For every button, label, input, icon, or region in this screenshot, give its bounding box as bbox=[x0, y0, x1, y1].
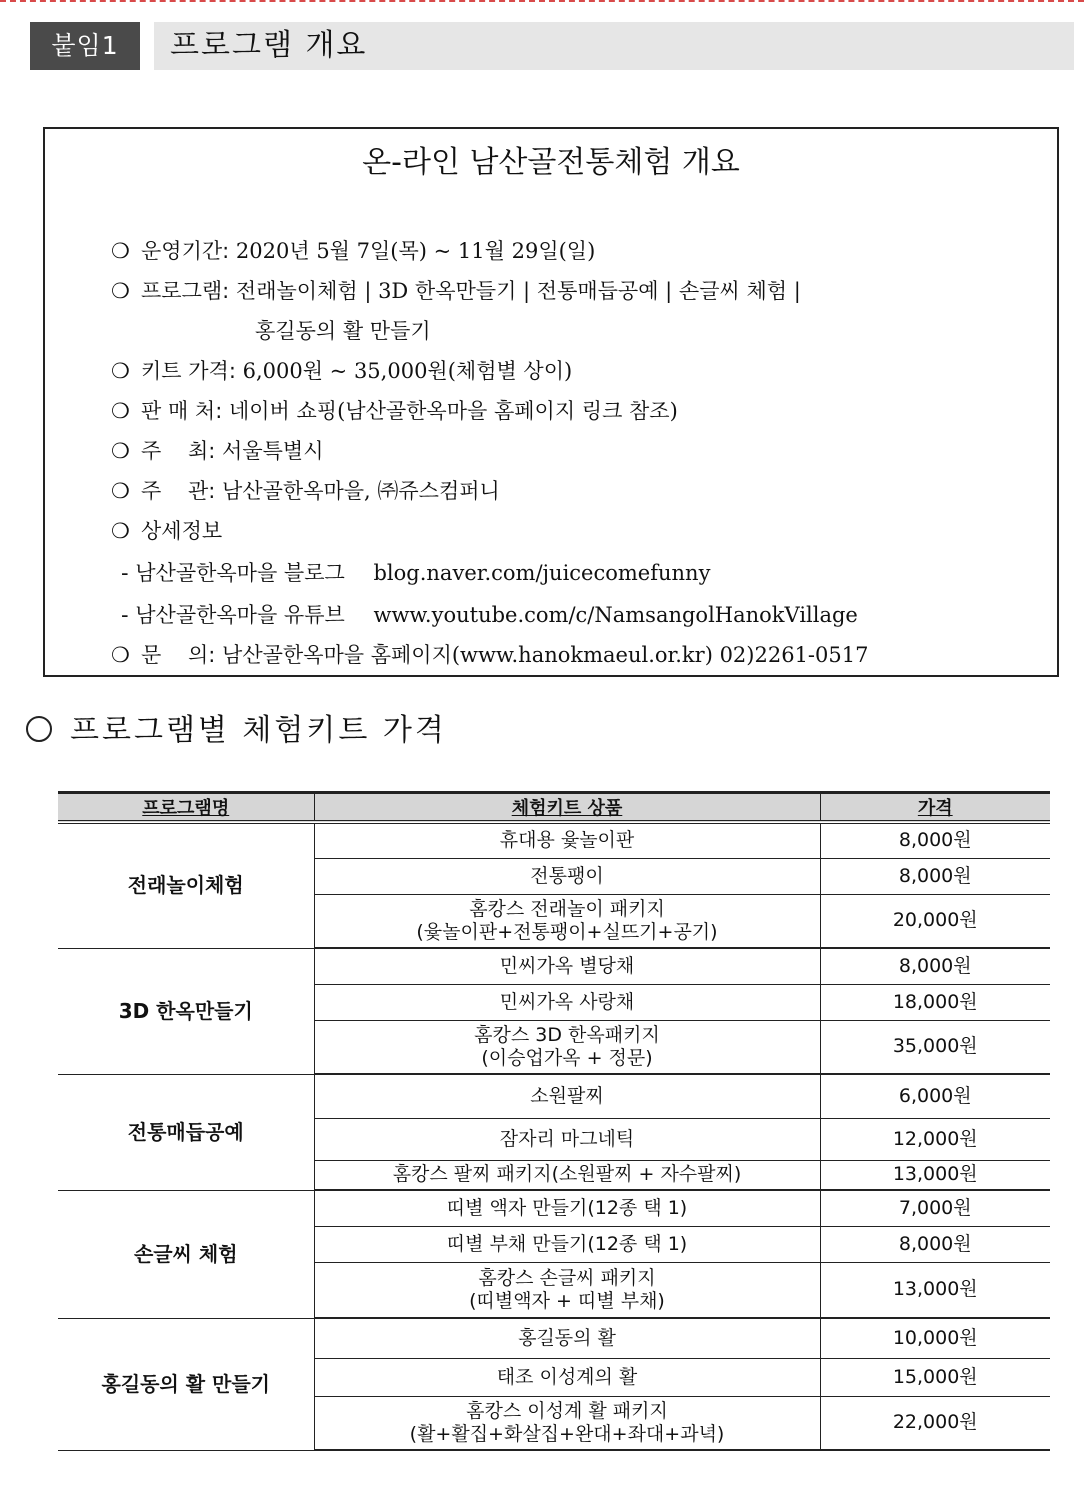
table-row bbox=[58, 948, 1050, 984]
product-price: 8,000원 bbox=[820, 948, 1050, 984]
circle-bullet-icon bbox=[26, 716, 52, 742]
top-dashed-divider bbox=[0, 0, 1084, 2]
summary-item-youtube bbox=[121, 599, 858, 629]
table-row bbox=[58, 1074, 1050, 1118]
product-name: 민씨가옥 별당채 bbox=[314, 948, 820, 984]
summary-item-period: ❍ 운영기간: 2020년 5월 7일(목) ~ 11월 29일(일) bbox=[111, 235, 595, 265]
product-name: 홈캉스 3D 한옥패키지 (이승업가옥 + 정문) bbox=[314, 1020, 820, 1074]
product-name: 홈캉스 손글씨 패키지 (띠별액자 + 띠별 부채) bbox=[314, 1262, 820, 1318]
summary-title: 온-라인 남산골전통체험 개요 bbox=[362, 145, 740, 180]
product-name: 홈캉스 전래놀이 패키지 (윷놀이판+전통팽이+실뜨기+공기) bbox=[314, 894, 820, 948]
product-price: 35,000원 bbox=[820, 1020, 1050, 1074]
summary-item-program: ❍ 프로그램: 전래놀이체험 | 3D 한옥만들기 | 전통매듭공예 | 손글씨 체험 | bbox=[111, 275, 801, 305]
product-price: 22,000원 bbox=[820, 1396, 1050, 1450]
program-summary-box bbox=[43, 127, 1059, 677]
product-name: 태조 이성계의 활 bbox=[314, 1358, 820, 1396]
product-name: 홈캉스 팔찌 패키지(소원팔찌 + 자수팔찌) bbox=[314, 1160, 820, 1190]
section-title: 프로그램별 체험키트 가격 bbox=[26, 705, 447, 749]
product-name: 띠별 액자 만들기(12종 택 1) bbox=[314, 1190, 820, 1226]
summary-label: - 남산골한옥마을 블로그 bbox=[121, 561, 345, 585]
blog-link[interactable]: blog.naver.com/juicecomefunny bbox=[373, 561, 711, 585]
summary-value: 2020년 5월 7일(목) ~ 11월 29일(일) bbox=[235, 239, 596, 263]
summary-label: 프로그램: bbox=[141, 279, 230, 303]
summary-label: 상세정보 bbox=[141, 519, 223, 543]
summary-item-blog bbox=[121, 557, 710, 587]
summary-item-price: ❍ 키트 가격: 6,000원 ~ 35,000원(체험별 상이) bbox=[111, 355, 572, 385]
summary-item-contact: ❍ 문 의: 남산골한옥마을 홈페이지(www.hanokmaeul.or.kr) 02)2261-0517 bbox=[111, 639, 868, 669]
product-price: 8,000원 bbox=[820, 1226, 1050, 1262]
summary-value: 전래놀이체험 | 3D 한옥만들기 | 전통매듭공예 | 손글씨 체험 | bbox=[235, 279, 801, 303]
summary-value: 남산골한옥마을 홈페이지(www.hanokmaeul.or.kr) 02)2261-0517 bbox=[222, 643, 869, 667]
product-name: 홍길동의 활 bbox=[314, 1318, 820, 1358]
summary-label: - 남산골한옥마을 유튜브 bbox=[121, 603, 345, 627]
col-header-product: 체험키트 상품 bbox=[314, 793, 820, 823]
summary-label: 주 관: bbox=[141, 479, 216, 503]
product-price: 6,000원 bbox=[820, 1074, 1050, 1118]
program-name: 3D 한옥만들기 bbox=[58, 948, 314, 1074]
summary-label: 주 최: bbox=[141, 439, 216, 463]
col-header-program: 프로그램명 bbox=[58, 793, 314, 823]
program-name: 전통매듭공예 bbox=[58, 1074, 314, 1190]
product-price: 18,000원 bbox=[820, 984, 1050, 1020]
youtube-link[interactable]: www.youtube.com/c/NamsangolHanokVillage bbox=[373, 603, 858, 627]
attachment-tag: 붙임1 bbox=[30, 22, 140, 70]
summary-value: 6,000원 ~ 35,000원(체험별 상이) bbox=[242, 359, 573, 383]
table-row bbox=[58, 1190, 1050, 1226]
summary-item-details: ❍ 상세정보 bbox=[111, 515, 222, 545]
product-price: 12,000원 bbox=[820, 1118, 1050, 1160]
program-name: 손글씨 체험 bbox=[58, 1190, 314, 1318]
product-price: 20,000원 bbox=[820, 894, 1050, 948]
product-name: 홈캉스 이성계 활 패키지 (활+활집+화살집+완대+좌대+과녁) bbox=[314, 1396, 820, 1450]
product-price: 13,000원 bbox=[820, 1262, 1050, 1318]
table-row bbox=[58, 1318, 1050, 1358]
summary-item-organizer: ❍ 주 관: 남산골한옥마을, ㈜쥬스컴퍼니 bbox=[111, 475, 500, 505]
program-name: 홍길동의 활 만들기 bbox=[58, 1318, 314, 1450]
program-name: 전래놀이체험 bbox=[58, 822, 314, 948]
product-price: 8,000원 bbox=[820, 858, 1050, 894]
summary-item-seller: ❍ 판 매 처: 네이버 쇼핑(남산골한옥마을 홈페이지 링크 참조) bbox=[111, 395, 678, 425]
page-title: 프로그램 개요 bbox=[154, 22, 1074, 70]
summary-value: 홍길동의 활 만들기 bbox=[255, 319, 431, 343]
summary-label: 키트 가격: bbox=[141, 359, 236, 383]
product-name: 전통팽이 bbox=[314, 858, 820, 894]
summary-label: 판 매 처: bbox=[141, 399, 223, 423]
product-name: 민씨가옥 사랑채 bbox=[314, 984, 820, 1020]
summary-value: 네이버 쇼핑(남산골한옥마을 홈페이지 링크 참조) bbox=[228, 399, 678, 423]
summary-item-host: ❍ 주 최: 서울특별시 bbox=[111, 435, 323, 465]
product-name: 잠자리 마그네틱 bbox=[314, 1118, 820, 1160]
product-price: 13,000원 bbox=[820, 1160, 1050, 1190]
summary-label: 문 의: bbox=[141, 643, 216, 667]
product-price: 7,000원 bbox=[820, 1190, 1050, 1226]
product-name: 띠별 부채 만들기(12종 택 1) bbox=[314, 1226, 820, 1262]
product-price: 15,000원 bbox=[820, 1358, 1050, 1396]
product-price: 10,000원 bbox=[820, 1318, 1050, 1358]
table-row bbox=[58, 822, 1050, 858]
table-header-row bbox=[58, 793, 1050, 823]
summary-value: 남산골한옥마을, ㈜쥬스컴퍼니 bbox=[222, 479, 500, 503]
product-name: 소원팔찌 bbox=[314, 1074, 820, 1118]
summary-value: 서울특별시 bbox=[222, 439, 324, 463]
col-header-price: 가격 bbox=[820, 793, 1050, 823]
product-name: 휴대용 윷놀이판 bbox=[314, 822, 820, 858]
kit-price-table bbox=[58, 791, 1050, 1451]
product-price: 8,000원 bbox=[820, 822, 1050, 858]
summary-item-program-cont bbox=[255, 315, 431, 345]
summary-label: 운영기간: bbox=[141, 239, 230, 263]
